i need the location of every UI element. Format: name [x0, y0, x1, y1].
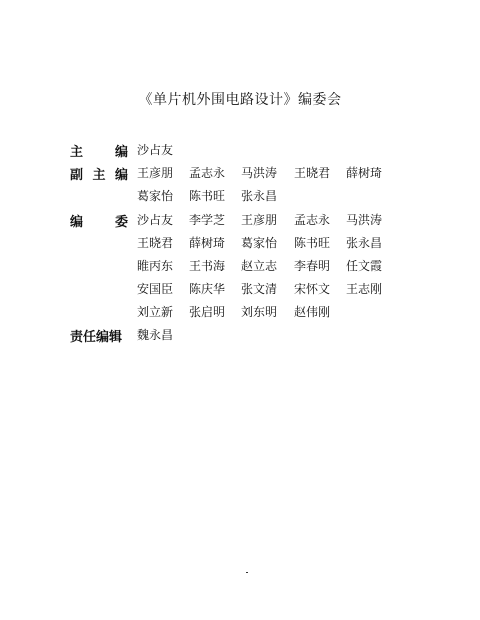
editor-name: 王志刚: [346, 282, 383, 296]
editor-name: 王晓君: [137, 236, 174, 250]
editor-name: 李春明: [294, 259, 331, 273]
scan-speck: [246, 572, 248, 573]
deputy-editor-name: 薛树琦: [346, 166, 383, 180]
editor-name: 王书海: [189, 259, 226, 273]
editor-name: 赵伟刚: [294, 305, 331, 319]
editor-name: 任文霞: [346, 259, 383, 273]
chief-editor-name: 沙占友: [137, 143, 174, 157]
deputy-editor-name: 马洪涛: [241, 166, 278, 180]
editor-name: 孟志永: [294, 213, 331, 227]
responsible-editor-name: 魏永昌: [137, 328, 174, 342]
committee-title: 《单片机外围电路设计》编委会: [138, 92, 342, 108]
editor-name: 宋怀文: [294, 282, 331, 296]
role-char: 编: [70, 215, 84, 230]
deputy-editor-name: 陈书旺: [189, 189, 226, 203]
role-char: 主: [92, 168, 106, 183]
editor-name: 葛家怡: [241, 236, 278, 250]
role-label-deputy-editor: [70, 164, 128, 183]
deputy-editor-name: 葛家怡: [137, 189, 174, 203]
role-char: 副: [70, 168, 84, 183]
editor-name: 陈书旺: [294, 236, 331, 250]
editor-name: 睢丙东: [137, 259, 174, 273]
editor-name: 张文清: [241, 282, 278, 296]
deputy-editor-name: 张永昌: [241, 189, 278, 203]
editor-name: 刘立新: [137, 305, 174, 319]
editor-name: 薛树琦: [189, 236, 226, 250]
role-char: 主: [70, 145, 84, 160]
editor-name: 陈庆华: [189, 282, 226, 296]
role-char: 编: [114, 145, 128, 160]
editor-name: 安国臣: [137, 282, 174, 296]
editor-name: 王彦朋: [241, 213, 278, 227]
editor-name: 张永昌: [346, 236, 383, 250]
role-label-chief-editor: [70, 141, 128, 160]
editor-name: 李学芝: [189, 213, 226, 227]
role-label-editors: [70, 211, 128, 230]
deputy-editor-name: 孟志永: [189, 166, 226, 180]
deputy-editor-name: 王晓君: [294, 166, 331, 180]
role-char: 编: [114, 168, 128, 183]
deputy-editor-name: 王彦朋: [137, 166, 174, 180]
editor-name: 沙占友: [137, 213, 174, 227]
role-char: 委: [114, 215, 128, 230]
editor-name: 张启明: [189, 305, 226, 319]
role-label-responsible-editor: 责任编辑: [70, 330, 123, 345]
editor-name: 马洪涛: [346, 213, 383, 227]
editor-name: 赵立志: [241, 259, 278, 273]
editor-name: 刘东明: [241, 305, 278, 319]
